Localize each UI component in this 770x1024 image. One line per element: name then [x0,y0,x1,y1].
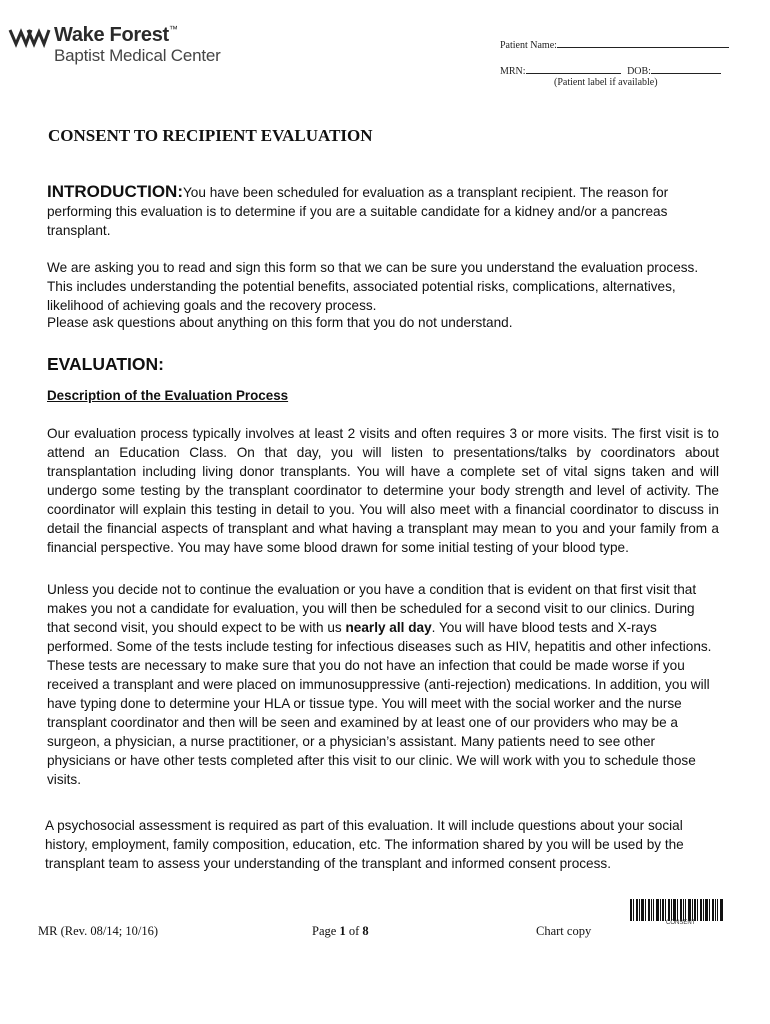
page-number: Page 1 of 8 [312,924,369,938]
intro-paragraph-1: INTRODUCTION:You have been scheduled for evaluation as a transplant recipient. The reason for performing this evaluation is to determine if you are a suitable candidate for a kidney and/or a pancreas transplant. [47,182,669,238]
logo-subtitle: Baptist Medical Center [54,46,221,65]
intro-paragraph-2: We are asking you to read and sign this form so that we can be sure you understand the evaluation process. This includes understanding the potential benefits, associated potential risks, complications, alternatives, likelihood of achieving goals and the recovery process. [47,260,699,313]
mrn-dob-field: MRN: DOB: [500,64,721,77]
revision-label: MR (Rev. 08/14; 10/16) [38,924,159,938]
intro-heading: INTRODUCTION: [47,182,183,201]
patient-label-note: (Patient label if available) [554,77,658,88]
wake-forest-logo-icon [8,24,52,50]
barcode-text: CONSENT [666,920,696,926]
intro-paragraph-3: Please ask questions about anything on this form that you do not understand. [47,315,513,330]
evaluation-paragraph-3: A psychosocial assessment is required as part of this evaluation. It will include questions about your social history, employment, family composition, education, etc. The information shared by you will be used by the transplant team to assess your understanding of the transplant and informed consent process. [45,818,684,871]
evaluation-paragraph-1: Our evaluation process typically involves at least 2 visits and often requires 3 or more visits. The first visit is to attend an Education Class. On that day, you will listen to presentations/talks by coordinators about transplantation including living donor transplants. You will have a complete set of vital signs taken and will undergo some testing by the transplant coordinator to determine your body strength and level of activity. The coordinator will explain this testing in detail to you. You will also meet with a financial coordinator to discuss in detail the financial aspects of transplant and what having a transplant may mean to you and your family from a financial perspective. You may have some blood drawn for some initial testing of your blood type. [47,426,719,555]
evaluation-subheading: Description of the Evaluation Process [47,388,289,403]
patient-name-field: Patient Name: [500,38,729,51]
chart-copy-label: Chart copy [536,924,592,938]
barcode-image [630,899,724,921]
evaluation-heading: EVALUATION: [47,354,164,374]
document-title: CONSENT TO RECIPIENT EVALUATION [48,126,373,145]
evaluation-paragraph-2: Unless you decide not to continue the evaluation or you have a condition that is evident on that first visit that makes you not a candidate for evaluation, you will then be scheduled for a second visit to our clinics. During that second visit, you should expect to be with us nearly all day. You will have blood tests and X-rays performed. Some of the tests include testing for infectious diseases such as HIV, hepatitis and other infections. These tests are necessary to make sure that you do not have an infection that could be made worse if you received a transplant and were placed on immunosuppressive (anti-rejection) medications. In addition, you will have typing done to determine your HLA or tissue type. You will meet with the social worker and the nurse transplant coordinator and then will be seen and examined by at least one of our providers who may be a surgeon, a physician, a nurse practitioner, or a physician’s assistant. Many patients need to see other physicians or have other tests completed after this visit to our clinic. We will work with you to schedule those visits. [47,582,712,787]
logo-name: Wake Forest™ [54,24,178,46]
